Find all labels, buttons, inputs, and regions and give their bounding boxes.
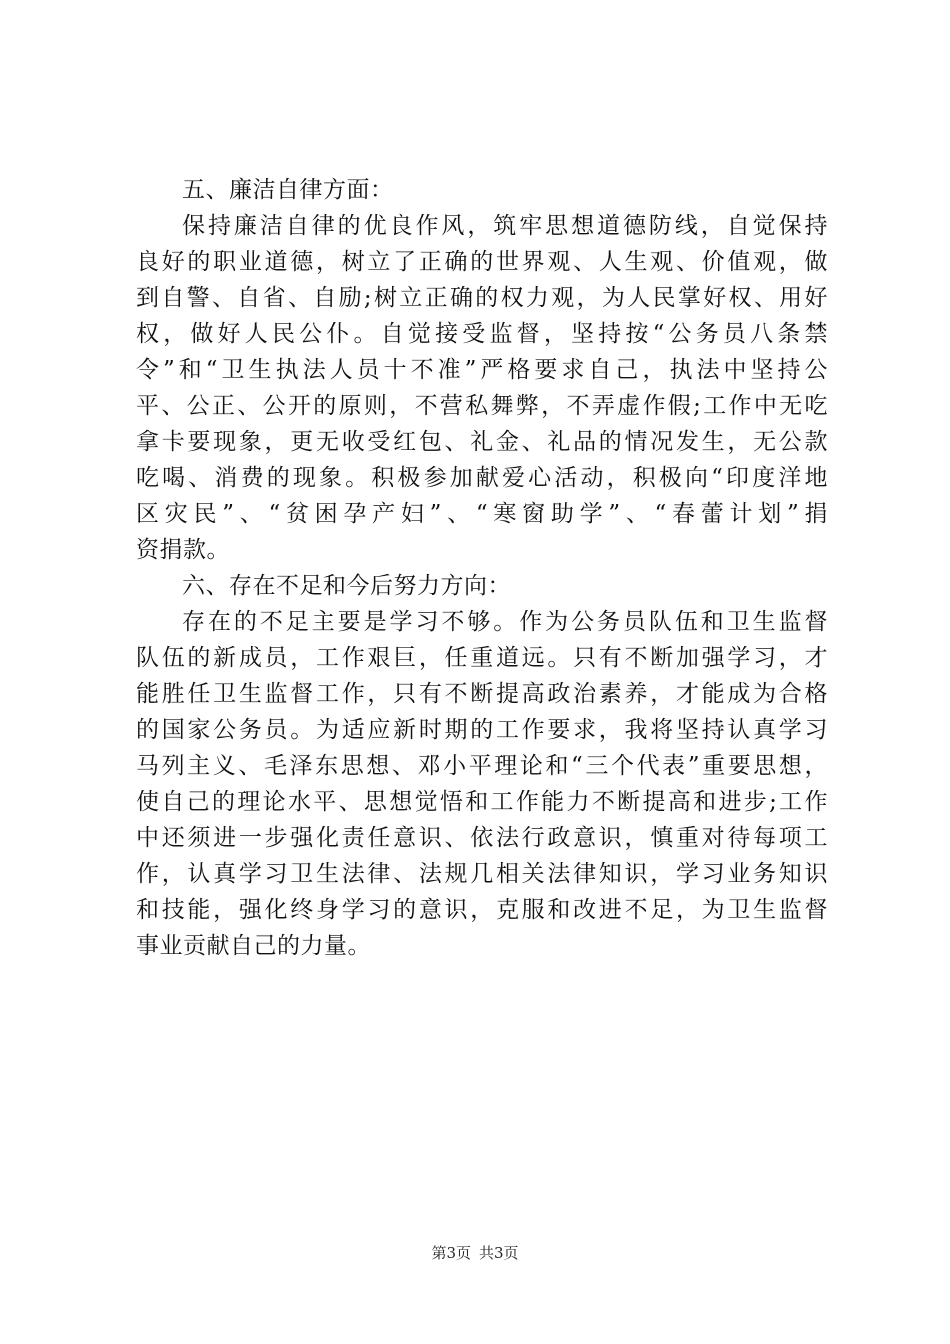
paragraph-line: 使自己的理论水平、思想觉悟和工作能力不断提高和进步;工作 — [136, 789, 828, 815]
paragraph-line: 中还须进一步强化责任意识、依法行政意识，慎重对待每项工 — [136, 825, 828, 851]
paragraph-line: 作，认真学习卫生法律、法规几相关法律知识，学习业务知识 — [136, 861, 828, 887]
paragraph-line: 保持廉洁自律的优良作风，筑牢思想道德防线，自觉保持 — [182, 213, 828, 239]
paragraph-line: 平、公正、公开的原则，不营私舞弊，不弄虚作假;工作中无吃 — [136, 393, 828, 419]
section-heading-integrity: 五、廉洁自律方面： — [182, 177, 394, 203]
paragraph-line: 资捐款。 — [136, 537, 230, 563]
paragraph-line: 的国家公务员。为适应新时期的工作要求，我将坚持认真学习 — [136, 717, 828, 743]
paragraph-line: 权，做好人民公仆。自觉接受监督，坚持按“公务员八条禁 — [136, 321, 828, 347]
paragraph-line: 令”和“卫生执法人员十不准”严格要求自己，执法中坚持公 — [136, 357, 828, 383]
paragraph-line: 拿卡要现象，更无收受红包、礼金、礼品的情况发生，无公款 — [136, 429, 828, 455]
paragraph-line: 吃喝、消费的现象。积极参加献爱心活动，积极向“印度洋地 — [136, 465, 828, 491]
paragraph-line: 区灾民”、“贫困孕产妇”、“寒窗助学”、“春蕾计划”捐 — [136, 501, 828, 527]
page-number: 第3页 — [431, 1244, 471, 1262]
paragraph-line: 队伍的新成员，工作艰巨，任重道远。只有不断加强学习，才 — [136, 645, 828, 671]
paragraph-line: 存在的不足主要是学习不够。作为公务员队伍和卫生监督 — [182, 609, 828, 635]
document-body — [136, 172, 828, 964]
paragraph-line: 事业贡献自己的力量。 — [136, 933, 371, 959]
paragraph-line: 和技能，强化终身学习的意识，克服和改进不足，为卫生监督 — [136, 897, 828, 923]
paragraph-line: 到自警、自省、自励;树立正确的权力观，为人民掌好权、用好 — [136, 285, 828, 311]
paragraph-line: 良好的职业道德，树立了正确的世界观、人生观、价值观，做 — [136, 249, 828, 275]
page-total: 共3页 — [479, 1244, 519, 1262]
paragraph-line: 马列主义、毛泽东思想、邓小平理论和“三个代表”重要思想， — [136, 753, 828, 779]
section-heading-shortcomings: 六、存在不足和今后努力方向： — [182, 573, 511, 599]
page-footer — [0, 1243, 950, 1263]
paragraph-line: 能胜任卫生监督工作，只有不断提高政治素养，才能成为合格 — [136, 681, 828, 707]
